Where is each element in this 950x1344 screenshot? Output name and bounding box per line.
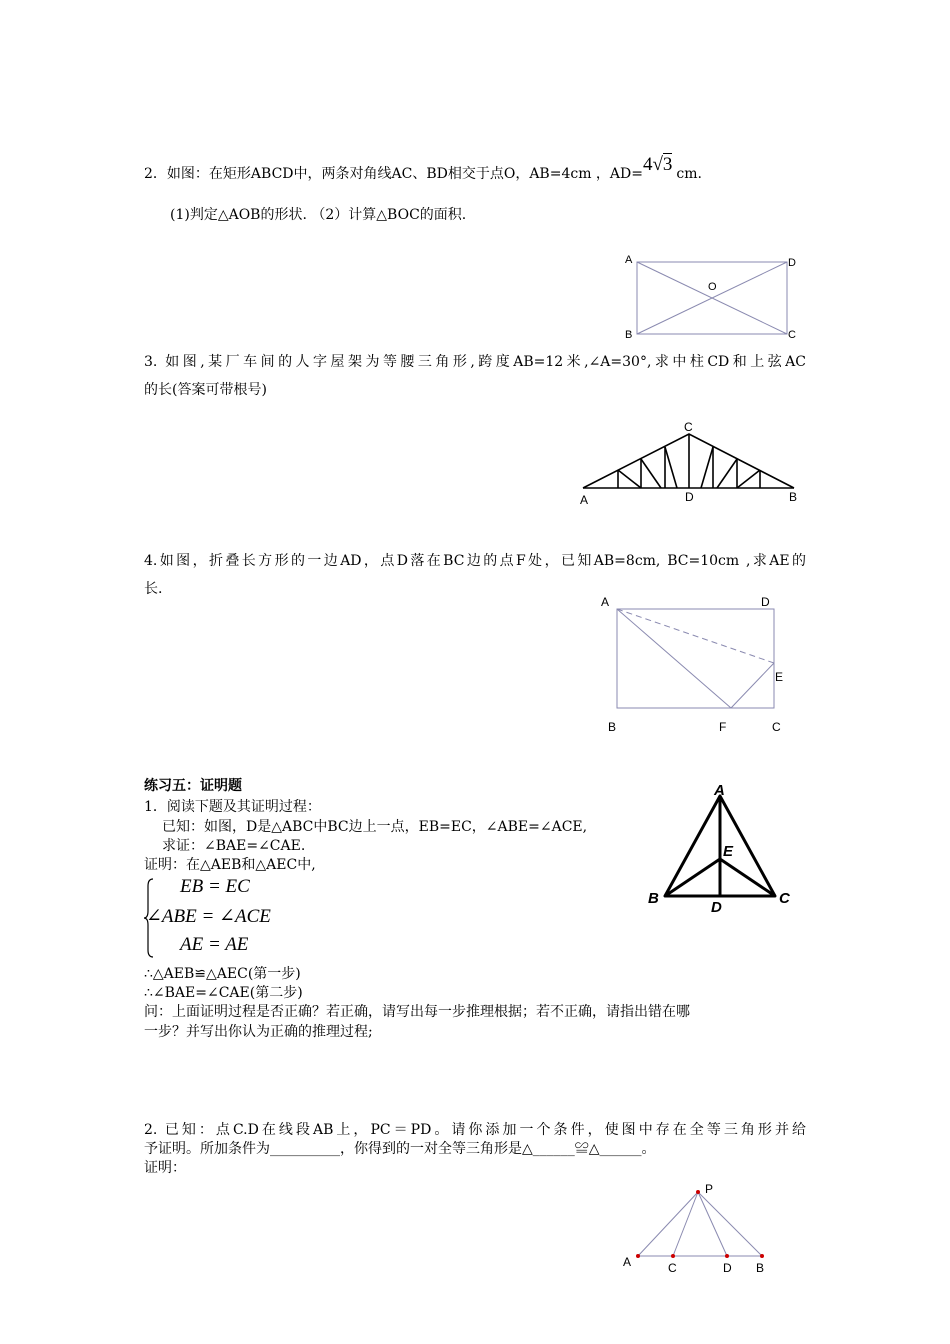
ex5-p2-point-b (760, 1254, 764, 1258)
ex5-p1-label-a: A (714, 782, 725, 799)
ex5-p1-eq2: ∠ABE = ∠ACE (146, 906, 271, 927)
q3-line2: 的长(答案可带根号) (144, 382, 267, 398)
q4-line2: 长. (144, 581, 163, 597)
ex5-p2-point-c (671, 1254, 675, 1258)
q2-label-d: D (788, 257, 796, 269)
q4-rect (617, 609, 774, 708)
ex5-p2-label-a: A (623, 1255, 632, 1269)
ex5-p2-label-b: B (756, 1261, 765, 1275)
q3-line1: 3. 如图,某厂车间的人字屋架为等腰三角形,跨度AB=12米,∠A=30°,求中柱CD和上弦AC (144, 354, 806, 370)
ex5-p2-segment-pb (698, 1192, 762, 1256)
q4-folded-rectangle-figure (595, 590, 795, 740)
q3-label-b: B (789, 490, 798, 504)
ex5-title: 练习五：证明题 (144, 778, 242, 794)
q2-label-b: B (625, 329, 633, 341)
ex5-p1-label-e: E (723, 843, 734, 860)
q3-roof-truss-figure (575, 418, 805, 510)
q2-line1-post: cm. (676, 166, 702, 182)
q3-label-a: A (580, 493, 589, 507)
q4-label-d: D (761, 595, 770, 609)
ex5-p2-label-d: D (723, 1261, 732, 1275)
ex5-p2-point-p (696, 1190, 700, 1194)
q2-line1-pre: 2．如图：在矩形ABCD中，两条对角线AC、BD相交于点O，AB=4cm ，AD= (144, 166, 643, 182)
ex5-p1-step2: ∴∠BAE=∠CAE(第二步) (144, 985, 303, 1001)
q2-label-o: O (708, 281, 717, 293)
ex5-p2-line2: 予证明。所加条件为__________，你得到的一对全等三角形是△______≌△______。 (144, 1141, 656, 1157)
q2-label-a: A (625, 254, 633, 266)
ex5-p1-question1: 问：上面证明过程是否正确？若正确，请写出每一步推理根据；若不正确，请指出错在哪 (144, 1004, 690, 1020)
ex5-p2-segment-pc (673, 1192, 698, 1256)
q2-ad-value (643, 154, 672, 175)
ex5-p2-line1: 2. 已知：点C.D在线段AB上，PC＝PD。请你添加一个条件，使图中存在全等三角形并给 (144, 1122, 806, 1138)
ex5-p2-isosceles-figure (618, 1178, 798, 1278)
q2-label-c: C (788, 329, 796, 341)
q4-label-f: F (719, 720, 727, 734)
q4-label-a: A (601, 595, 610, 609)
q3-label-d: D (685, 490, 694, 504)
ex5-p2-segment-pd (698, 1192, 727, 1256)
ex5-p1-given: 已知：如图，D是△ABC中BC边上一点，EB=EC，∠ABE=∠ACE, (162, 819, 588, 835)
q2-ad-rad: 3 (662, 154, 673, 175)
q4-line1: 4.如图，折叠长方形的一边AD，点D落在BC边的点F处，已知AB=8cm, BC=10cm ,求AE的 (144, 553, 806, 569)
q4-segment-fe (731, 663, 774, 708)
ex5-p1-segment-be (665, 859, 720, 896)
ex5-p2-label-c: C (668, 1261, 677, 1275)
q4-label-e: E (775, 670, 784, 684)
q2-rectangle-figure (620, 252, 810, 341)
ex5-p1-proof-head: 证明：在△AEB和△AEC中, (144, 857, 316, 873)
ex5-p1-label-d: D (711, 899, 722, 916)
q2-ad-coef: 4 (642, 154, 653, 175)
ex5-p2-label-p: P (705, 1182, 714, 1196)
ex5-p1-label-b: B (648, 890, 659, 907)
q4-segment-af (617, 609, 731, 708)
q2-line2: (1)判定△AOB的形状. （2）计算△BOC的面积. (170, 207, 467, 223)
ex5-p1-intro: 1．阅读下题及其证明过程： (144, 799, 321, 815)
ex5-p1-step1: ∴△AEB≌△AEC(第一步) (144, 966, 301, 982)
q3-label-c: C (684, 420, 693, 434)
q4-label-b: B (608, 720, 617, 734)
ex5-p1-eq1: EB = EC (180, 876, 250, 897)
q2-line1 (144, 154, 702, 183)
ex5-p1-triangle-figure (645, 780, 815, 915)
ex5-p2-proof: 证明： (144, 1160, 186, 1176)
ex5-p2-segment-pa (638, 1192, 698, 1256)
ex5-p1-question2: 一步？并写出你认为正确的推理过程; (144, 1024, 373, 1040)
ex5-p1-prove: 求证：∠BAE=∠CAE. (162, 838, 306, 854)
ex5-p2-point-a (636, 1254, 640, 1258)
ex5-p1-segment-ce (720, 859, 775, 896)
ex5-p1-eq3: AE = AE (180, 934, 249, 955)
ex5-p2-point-d (725, 1254, 729, 1258)
q4-fold-line-ae (617, 609, 774, 663)
sqrt-icon: √ (652, 154, 663, 175)
q4-label-c: C (772, 720, 781, 734)
ex5-p1-label-c: C (779, 890, 790, 907)
